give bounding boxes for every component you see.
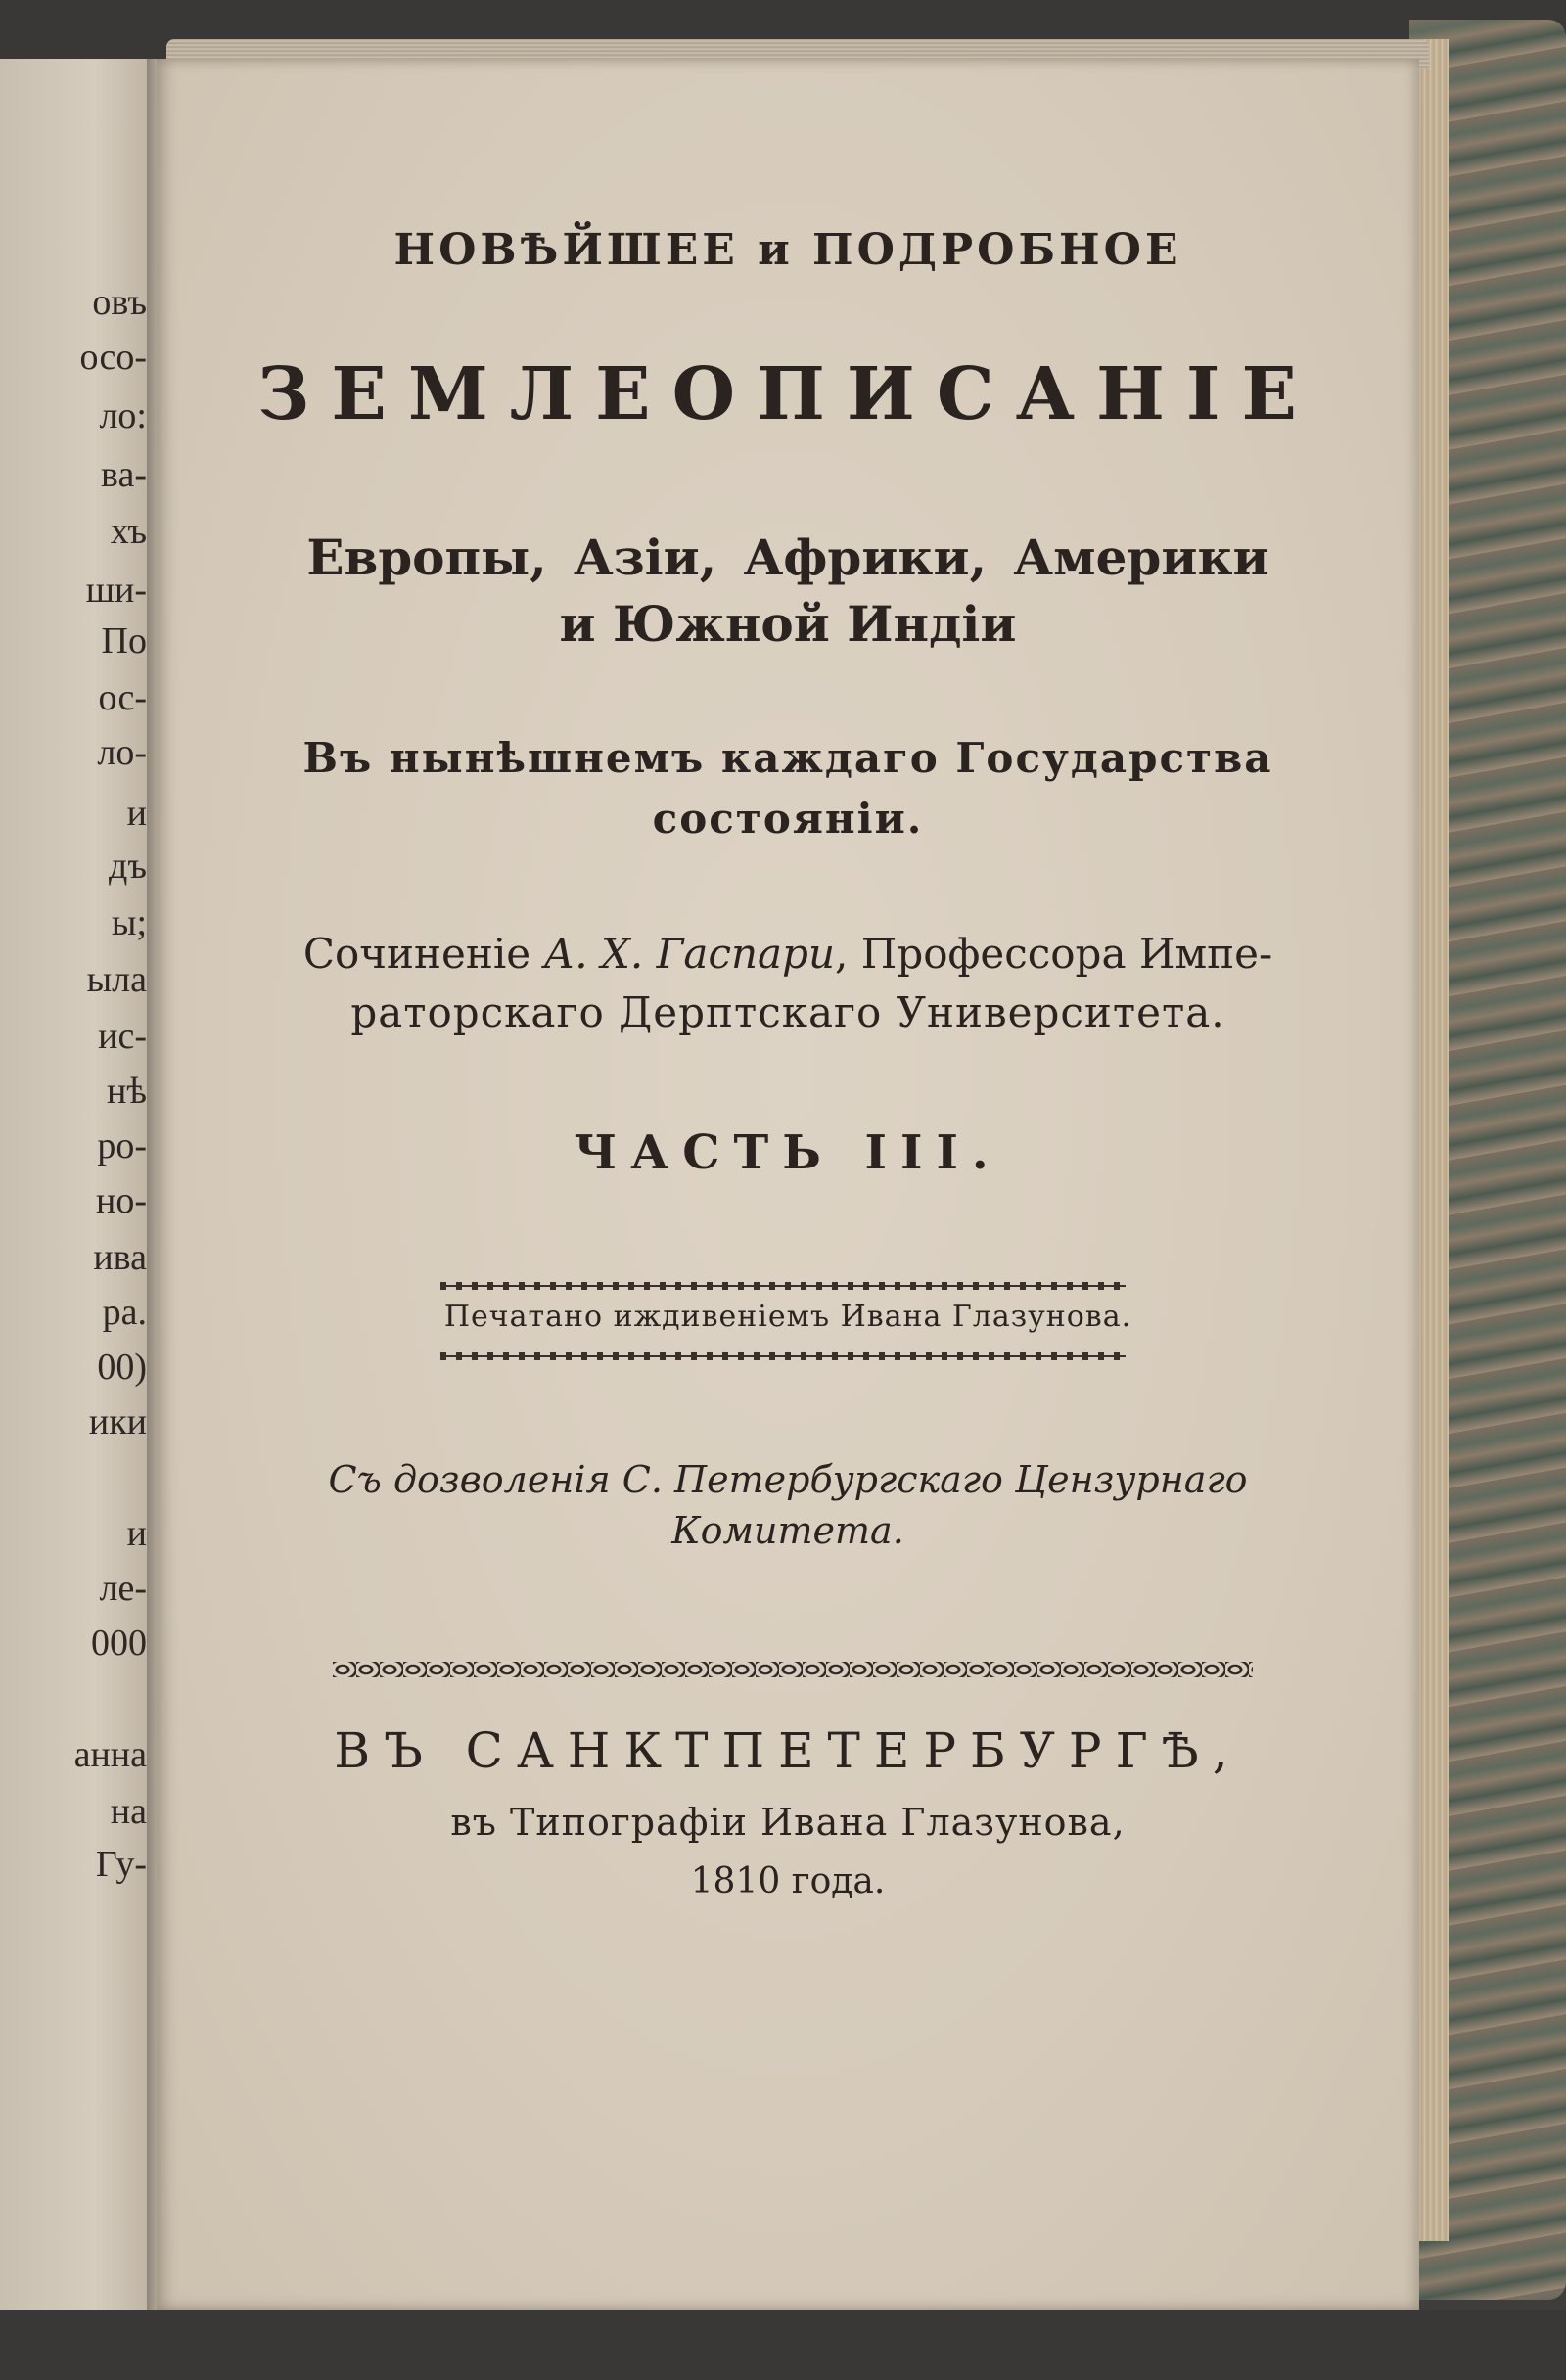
title-page	[157, 59, 1419, 2310]
left-fragment: ива	[93, 1237, 147, 1278]
author-prefix: Сочиненіе	[302, 930, 531, 978]
left-fragment: нѣ	[107, 1071, 147, 1112]
description-line-1: Въ нынѣшнемъ каждаго Государства	[302, 734, 1273, 782]
title-line-1: НОВѢЙШЕЕ и ПОДРОБНОЕ	[393, 225, 1182, 275]
subtitle-line-1: Европы, Азіи, Африки, Америки	[306, 528, 1269, 586]
dotted-rule-top	[440, 1282, 1126, 1290]
left-fragment: ва-	[101, 454, 147, 495]
left-fragment: ро-	[97, 1125, 147, 1167]
left-fragment: но-	[96, 1180, 147, 1221]
author-line-1	[157, 930, 1419, 978]
left-fragment: на	[110, 1791, 147, 1832]
censor-line-2: Комитета.	[671, 1509, 904, 1552]
left-fragment: ос-	[98, 677, 147, 718]
left-fragment: ыла	[86, 959, 147, 1000]
author-name: А. Х. Гаспари	[543, 930, 835, 978]
left-fragment: ло:	[99, 395, 147, 436]
background-bottom	[0, 2310, 1566, 2380]
imprint-year: 1810 года.	[690, 1861, 886, 1901]
subtitle-line-2: и Южной Индіи	[559, 595, 1017, 653]
author-suffix: , Профессора Импе-	[835, 930, 1273, 978]
left-fragment: ики	[88, 1401, 147, 1442]
left-fragment: дъ	[109, 846, 147, 887]
imprint-typography: въ Типографіи Ивана Глазунова,	[450, 1801, 1126, 1844]
censor-line-1: Съ дозволенія С. Петербургскаго Цензурнаго	[328, 1458, 1248, 1501]
chain-ornament	[333, 1662, 1253, 1677]
left-fragment: овъ	[92, 282, 147, 323]
imprint-city: ВЪ САНКТПЕТЕРБУРГѢ,	[334, 1722, 1242, 1779]
left-page	[0, 59, 157, 2310]
left-fragment: ы;	[111, 902, 147, 943]
author-line-2: раторскаго Дерптскаго Университета.	[350, 988, 1225, 1036]
left-fragment: По	[101, 620, 147, 662]
left-fragment: ис-	[98, 1016, 147, 1057]
left-fragment: Гу-	[95, 1844, 147, 1885]
left-fragment: 000	[91, 1623, 147, 1664]
left-fragment: хъ	[110, 511, 147, 552]
left-fragment: ши-	[85, 570, 147, 611]
description-line-2: состояніи.	[652, 795, 924, 843]
left-fragment: ло-	[97, 732, 147, 773]
part-number: ЧАСТЬ III.	[574, 1125, 1002, 1180]
printed-by: Печатано иждивеніемъ Ивана Глазунова.	[443, 1300, 1132, 1334]
left-fragment: анна	[73, 1734, 147, 1775]
dotted-rule-bottom	[440, 1352, 1126, 1360]
left-fragment: ра.	[102, 1292, 147, 1333]
left-fragment: ле-	[99, 1568, 147, 1609]
left-fragment: 00)	[97, 1347, 147, 1388]
left-fragment: осо-	[79, 337, 147, 378]
left-fragment: и	[126, 793, 147, 834]
main-title: ЗЕМЛЕОПИСАНІЕ	[257, 352, 1318, 436]
left-fragment: и	[126, 1513, 147, 1554]
